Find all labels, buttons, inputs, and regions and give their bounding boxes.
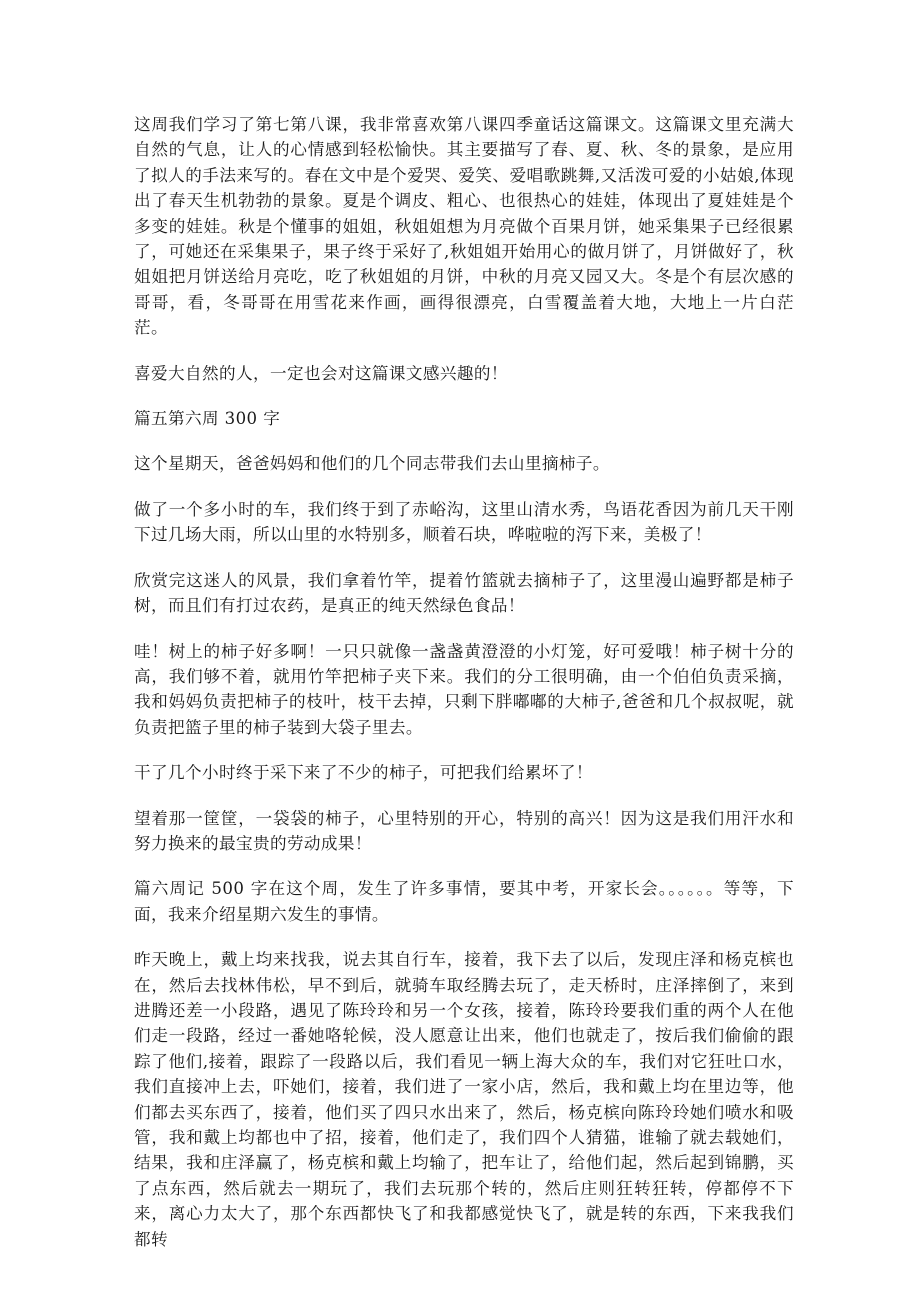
document-body: [134, 112, 794, 1272]
paragraph-review-four-seasons: 这周我们学习了第七第八课，我非常喜欢第八课四季童话这篇课文。这篇课文里充满大自然的气息，让人的心情感到轻松愉快。其主要描写了春、夏、秋、冬的景象，是应用了拟人的手法来写的。春在文中是个爱哭、爱笑、爱唱歌跳舞,又活泼可爱的小姑娘,体现出了春天生机勃勃的景象。夏是个调皮、粗心、也很热心的娃娃，体现出了夏娃娃是个多变的娃娃。秋是个懂事的姐姐，秋姐姐想为月亮做个百果月饼，她采集果子已经很累了，可她还在采集果子，果子终于采好了,秋姐姐开始用心的做月饼了，月饼做好了，秋姐姐把月饼送给月亮吃，吃了秋姐姐的月饼，中秋的月亮又园又大。冬是个有层次感的哥哥，看，冬哥哥在用雪花来作画，画得很漂亮，白雪覆盖着大地，大地上一片白茫茫。: [134, 115, 794, 338]
paragraph-persimmon-trees: 哇！树上的柿子好多啊！一只只就像一盏盏黄澄澄的小灯笼，好可爱哦！柿子树十分的高，我们够不着，就用竹竿把柿子夹下来。我们的分工很明确，由一个伯伯负责采摘，我和妈妈负责把柿子的枝叶，枝干去掉，只剩下胖嘟嘟的大柿子,爸爸和几个叔叔呢，就负责把篮子里的柿子装到大袋子里去。: [134, 641, 794, 737]
paragraph-sunday-trip: 这个星期天，爸爸妈妈和他们的几个同志带我们去山里摘柿子。: [134, 454, 610, 474]
paragraph-tired: 干了几个小时终于采下来了不少的柿子，可把我们给累坏了！: [134, 763, 593, 783]
paragraph-conclusion: 喜爱大自然的人，一定也会对这篇课文感兴趣的！: [134, 363, 508, 383]
paragraph-yesterday-evening: 昨天晚上，戴上均来找我，说去其自行车，接着，我下去了以后，发现庄泽和杨克槟也在，然后去找林伟松，早不到后，就骑车取经腾去玩了，走天桥时，庄泽摔倒了，来到进腾还差一小段路，遇见了陈玲玲和另一个女孩，接着，陈玲玲要我们重的两个人在他们走一段路，经过一番她咯轮候，没人愿意让出来，他们也就走了，按后我们偷偷的跟踪了他们,接着，跟踪了一段路以后，我们看见一辆上海大众的车，我们对它狂吐口水，我们直接冲上去，吓她们，接着，我们进了一家小店，然后，我和戴上均在里边等，他们都去买东西了，接着，他们买了四只水出来了，然后，杨克槟向陈玲玲她们喷水和吸管，我和戴上均都也中了招，接着，他们走了，我们四个人猜猫，谁输了就去载她们，结果，我和庄泽赢了，杨克槟和戴上均输了，把车让了，给他们起，然后起到锦鹏，买了点东西，然后就去一期玩了，我们去玩那个转的，然后庄则狂转狂转，停都停不下来，离心力太大了，那个东西都快飞了和我都感觉快飞了，就是转的东西，下来我我们都转: [134, 950, 794, 1249]
section-heading-week-six-500: 篇六周记 500 字在这个周，发生了许多事情，要其中考，开家长会。。。。。。等等，下面，我来介绍星期六发生的事情。: [134, 879, 794, 924]
paragraph-picking-start: 欣赏完这迷人的风景，我们拿着竹竿，提着竹篮就去摘柿子了，这里漫山遍野都是柿子树，而且们有打过农药，是真正的纯天然绿色食品！: [134, 570, 794, 616]
paragraph-arrival: 做了一个多小时的车，我们终于到了赤峪沟，这里山清水秀，鸟语花香因为前几天干刚下过几场大雨，所以山里的水特别多，顺着石块，哗啦啦的泻下来，美极了！: [134, 499, 794, 545]
section-heading-week-six-300: 篇五第六周 300 字: [134, 409, 281, 429]
paragraph-harvest: 望着那一筐筐，一袋袋的柿子，心里特别的开心，特别的高兴！因为这是我们用汗水和努力换来的最宝贵的劳动成果！: [134, 808, 794, 853]
